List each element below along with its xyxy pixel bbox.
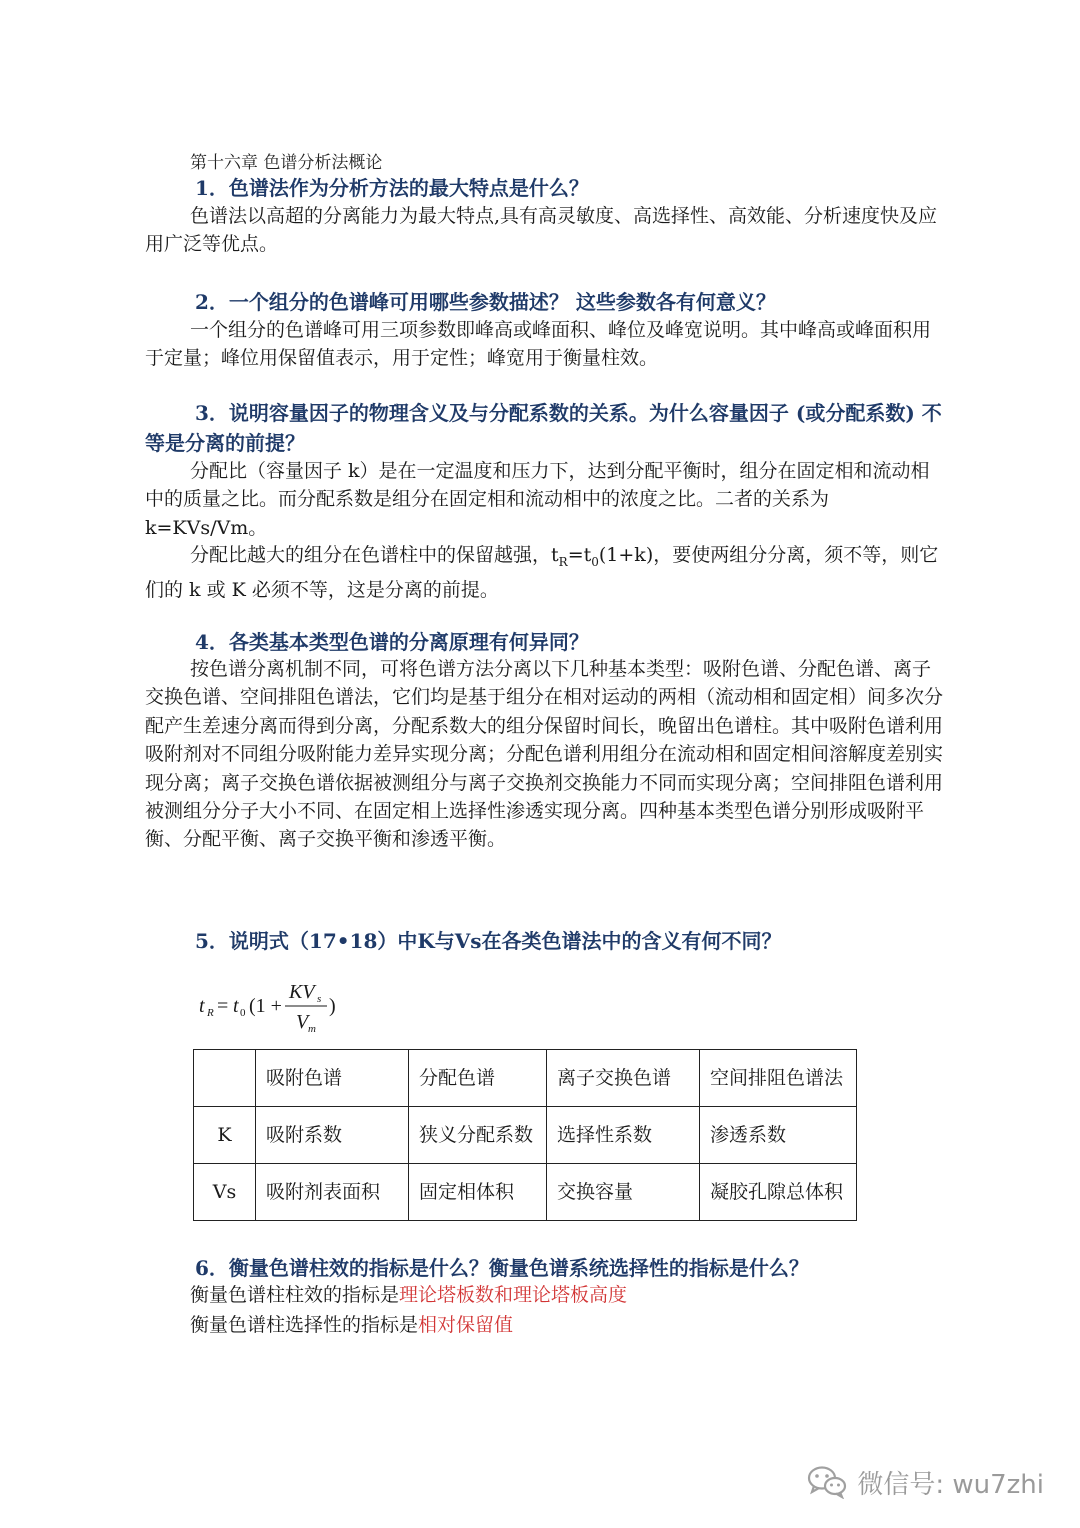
answer-3-paragraph-2: 分配比越大的组分在色谱柱中的保留越强，$t_R=t_0(1+k)$，要使两组分分离，须不等，则它们的 k 或 K 必须不等，这是分离的前提。 [145,544,939,602]
table-cell: 吸附色谱 [256,1050,409,1107]
svg-text:m: m [308,1023,316,1034]
wechat-icon [807,1465,847,1499]
answer-4: 按色谱分离机制不同，可将色谱方法分离以下几种基本类型：吸附色谱、分配色谱、离子交换色谱、空间排阻色谱法，它们均是基于组分在相对运动的两相（流动相和固定相）间多次分配产生差速分离而得到分离，分配系数大的组分保留时间长，晚留出色谱柱。其中吸附色谱利用吸附剂对不同组分吸附能力差异实现分离；分配色谱利用组分在流动相和固定相间溶解度差别实现分离；离子交换色谱依据被测组分与离子交换剂交换能力不同而实现分离；空间排阻色谱利用被测组分分子大小不同、在固定相上选择性渗透实现分离。四种基本类型色谱分别形成吸附平衡、分配平衡、离子交换平衡和渗透平衡。 [145,658,944,851]
comparison-table [193,1049,857,1221]
formula-numerator: KV [289,981,315,1003]
highlight-text: 相对保留值 [418,1314,514,1336]
table-row [194,1164,857,1221]
svg-text:(1 +: (1 + [249,995,282,1017]
watermark [807,1460,1044,1504]
table-row [194,1107,857,1164]
svg-text:=: = [217,995,229,1017]
highlight-text: 理论塔板数和理论塔板高度 [399,1284,628,1306]
table-cell: 狭义分配系数 [409,1107,547,1164]
formula-tr: t [199,995,205,1017]
question-2-title: 2．一个组分的色谱峰可用哪些参数描述？ 这些参数各有何意义？ [195,290,776,314]
svg-text:): ) [329,995,336,1017]
answer-2: 一个组分的色谱峰可用三项参数即峰高或峰面积、峰位及峰宽说明。其中峰高或峰面积用于定量；峰位用保留值表示，用于定性；峰宽用于衡量柱效。 [145,319,932,370]
table-header-row [194,1050,857,1107]
table-cell: 吸附剂表面积 [256,1164,409,1221]
answer-6-line-1: 衡量色谱柱柱效的指标是理论塔板数和理论塔板高度 [190,1284,628,1306]
table-cell: 吸附系数 [256,1107,409,1164]
table-cell: K [194,1107,256,1164]
svg-text:t: t [233,995,239,1017]
watermark-text: 微信号: wu7zhi [857,1469,1044,1500]
table-cell: 固定相体积 [409,1164,547,1221]
answer-6-line-2: 衡量色谱柱选择性的指标是相对保留值 [190,1314,514,1336]
table-cell: 离子交换色谱 [547,1050,700,1107]
table-cell: 凝胶孔隙总体积 [700,1164,857,1221]
question-1-title: 1．色谱法作为分析方法的最大特点是什么？ [195,176,589,200]
chapter-title: 第十六章 色谱分析法概论 [190,153,383,173]
formula-denominator: V [296,1011,309,1033]
table-cell: 选择性系数 [547,1107,700,1164]
question-3-title: 3．说明容量因子的物理含义及与分配系数的关系。为什么容量因子 (或分配系数) 不等是分离的前提？ [145,401,942,455]
table-cell: 空间排阻色谱法 [700,1050,857,1107]
question-4-title: 4．各类基本类型色谱的分离原理有何异同？ [195,630,589,654]
table-cell: Vs [194,1164,256,1221]
svg-text:0: 0 [240,1007,246,1019]
table-cell [194,1050,256,1107]
svg-text:s: s [317,993,322,1005]
table-cell: 渗透系数 [700,1107,857,1164]
answer-3-paragraph-1: 分配比（容量因子 k）是在一定温度和压力下，达到分配平衡时，组分在固定相和流动相中的质量之比。而分配系数是组分在固定相和流动相中的浓度之比。二者的关系为 k=KVs/Vm。 [145,460,930,539]
table-cell: 分配色谱 [409,1050,547,1107]
question-5-title: 5．说明式（17•18）中K与Vs在各类色谱法中的含义有何不同？ [195,929,782,953]
retention-formula [197,978,357,1034]
answer-1: 色谱法以高超的分离能力为最大特点,具有高灵敏度、高选择性、高效能、分析速度快及应用广泛等优点。 [145,205,938,256]
table-cell: 交换容量 [547,1164,700,1221]
svg-text:R: R [207,1007,214,1019]
question-6-title: 6．衡量色谱柱效的指标是什么？衡量色谱系统选择性的指标是什么？ [195,1256,809,1280]
